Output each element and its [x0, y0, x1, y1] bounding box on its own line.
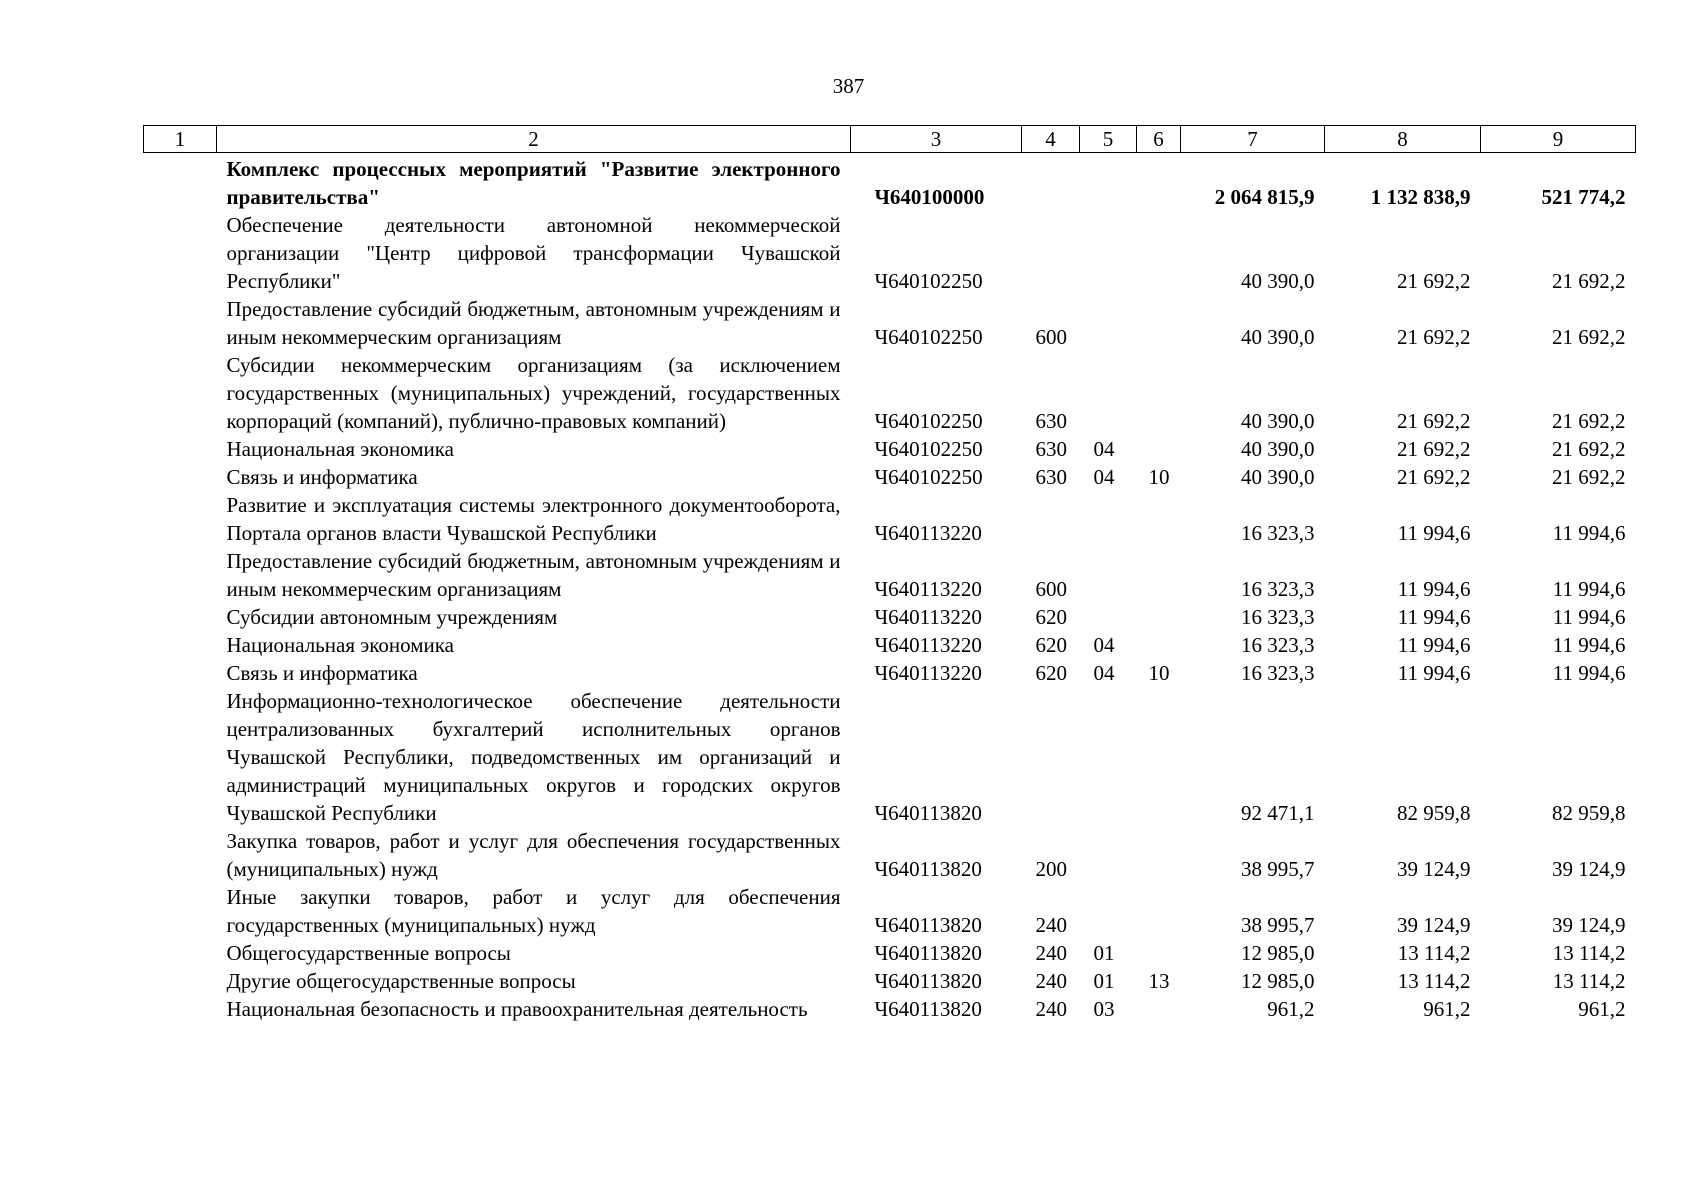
column-header-7: 7	[1181, 126, 1325, 153]
cell-amount-col7: 2 064 815,9	[1214, 185, 1315, 209]
table-row	[144, 153, 1636, 212]
cell-code: Ч640113820	[874, 997, 982, 1021]
cell-amount-col7: 961,2	[1267, 997, 1315, 1021]
cell-amount-col7: 16 323,3	[1241, 605, 1315, 629]
cell-amount-col9: 21 692,2	[1552, 409, 1626, 433]
table-row	[144, 995, 1636, 1023]
cell-expense-type: 630	[1035, 409, 1067, 433]
cell-col1	[144, 939, 217, 967]
cell-amount-col9: 11 994,6	[1552, 521, 1626, 545]
cell-amount-col9: 21 692,2	[1552, 325, 1626, 349]
cell-amount-col8: 82 959,8	[1397, 801, 1471, 825]
cell-amount-col7: 16 323,3	[1241, 661, 1315, 685]
cell-amount-col9: 11 994,6	[1552, 633, 1626, 657]
cell-section	[1080, 687, 1137, 827]
cell-expense-type: 600	[1035, 325, 1067, 349]
table-row	[144, 883, 1636, 939]
cell-name: Иные закупки товаров, работ и услуг для обеспечения государственных (муниципальных) нужд	[226, 885, 841, 937]
cell-name: Национальная экономика	[226, 437, 454, 461]
cell-amount-col8: 11 994,6	[1397, 605, 1471, 629]
cell-subsection	[1137, 211, 1181, 295]
cell-subsection	[1137, 883, 1181, 939]
cell-amount-col8: 11 994,6	[1397, 633, 1471, 657]
cell-amount-col9: 13 114,2	[1552, 941, 1626, 965]
cell-col1	[144, 967, 217, 995]
cell-amount-col8: 39 124,9	[1397, 913, 1471, 937]
cell-code: Ч640113220	[874, 661, 982, 685]
cell-code: Ч640100000	[874, 185, 985, 209]
column-header-9: 9	[1481, 126, 1636, 153]
cell-code: Ч640113220	[874, 633, 982, 657]
cell-expense-type	[1022, 211, 1080, 295]
cell-code: Ч640113820	[874, 857, 982, 881]
cell-amount-col9: 961,2	[1578, 997, 1626, 1021]
cell-name: Субсидии автономным учреждениям	[226, 605, 558, 629]
cell-code: Ч640102250	[874, 325, 983, 349]
cell-subsection: 10	[1148, 465, 1170, 489]
cell-expense-type	[1022, 491, 1080, 547]
cell-section: 03	[1093, 997, 1115, 1021]
cell-subsection	[1137, 153, 1181, 212]
cell-expense-type: 240	[1035, 941, 1067, 965]
cell-name: Обеспечение деятельности автономной некоммерческой организации "Центр цифровой трансформации Чувашской Республики"	[226, 213, 841, 293]
cell-amount-col7: 12 985,0	[1241, 941, 1315, 965]
cell-amount-col7: 40 390,0	[1241, 409, 1315, 433]
cell-amount-col8: 11 994,6	[1397, 521, 1471, 545]
cell-expense-type: 620	[1035, 633, 1067, 657]
cell-name: Общегосударственные вопросы	[226, 941, 511, 965]
cell-amount-col7: 16 323,3	[1241, 633, 1315, 657]
cell-col1	[144, 351, 217, 435]
cell-amount-col8: 13 114,2	[1397, 969, 1471, 993]
cell-col1	[144, 827, 217, 883]
cell-col1	[144, 435, 217, 463]
cell-col1	[144, 687, 217, 827]
table-row	[144, 295, 1636, 351]
cell-name: Закупка товаров, работ и услуг для обеспечения государственных (муниципальных) нужд	[226, 829, 841, 881]
cell-code: Ч640102250	[874, 409, 983, 433]
cell-expense-type	[1022, 153, 1080, 212]
table-row	[144, 463, 1636, 491]
table-row	[144, 631, 1636, 659]
table-row	[144, 211, 1636, 295]
cell-name: Национальная безопасность и правоохранительная деятельность	[226, 997, 808, 1021]
cell-col1	[144, 631, 217, 659]
table-row	[144, 687, 1636, 827]
cell-amount-col9: 21 692,2	[1552, 465, 1626, 489]
cell-col1	[144, 547, 217, 603]
cell-subsection	[1137, 827, 1181, 883]
cell-section	[1080, 211, 1137, 295]
cell-amount-col9: 39 124,9	[1552, 857, 1626, 881]
cell-section: 04	[1093, 437, 1115, 461]
cell-amount-col8: 39 124,9	[1397, 857, 1471, 881]
cell-name: Связь и информатика	[226, 661, 418, 685]
cell-subsection	[1137, 435, 1181, 463]
cell-code: Ч640102250	[874, 269, 983, 293]
table-row	[144, 659, 1636, 687]
table-row	[144, 491, 1636, 547]
cell-col1	[144, 995, 217, 1023]
cell-amount-col9: 39 124,9	[1552, 913, 1626, 937]
cell-section	[1080, 603, 1137, 631]
cell-expense-type: 600	[1035, 577, 1067, 601]
cell-subsection	[1137, 687, 1181, 827]
cell-col1	[144, 463, 217, 491]
cell-amount-col7: 40 390,0	[1241, 325, 1315, 349]
table-row	[144, 435, 1636, 463]
cell-subsection	[1137, 603, 1181, 631]
cell-name: Субсидии некоммерческим организациям (за исключением государственных (муниципальных) учреждений, государственных корпораций (компаний), публично-правовых компаний)	[226, 353, 841, 433]
cell-amount-col8: 21 692,2	[1397, 437, 1471, 461]
cell-col1	[144, 153, 217, 212]
cell-name: Другие общегосударственные вопросы	[226, 969, 576, 993]
cell-amount-col7: 40 390,0	[1241, 269, 1315, 293]
cell-section	[1080, 827, 1137, 883]
cell-name: Предоставление субсидий бюджетным, автономным учреждениям и иным некоммерческим организациям	[226, 549, 841, 601]
cell-section: 04	[1093, 661, 1115, 685]
cell-expense-type: 630	[1035, 437, 1067, 461]
cell-section: 04	[1093, 465, 1115, 489]
cell-subsection: 13	[1148, 969, 1170, 993]
cell-amount-col8: 11 994,6	[1397, 577, 1471, 601]
column-header-1: 1	[144, 126, 217, 153]
cell-amount-col9: 21 692,2	[1552, 437, 1626, 461]
cell-amount-col9: 21 692,2	[1552, 269, 1626, 293]
cell-expense-type	[1022, 687, 1080, 827]
table-row	[144, 547, 1636, 603]
cell-expense-type: 200	[1035, 857, 1067, 881]
cell-col1	[144, 211, 217, 295]
cell-amount-col8: 21 692,2	[1397, 269, 1471, 293]
cell-code: Ч640113820	[874, 913, 982, 937]
cell-amount-col7: 12 985,0	[1241, 969, 1315, 993]
cell-amount-col9: 11 994,6	[1552, 577, 1626, 601]
cell-section	[1080, 153, 1137, 212]
cell-col1	[144, 603, 217, 631]
cell-expense-type: 240	[1035, 913, 1067, 937]
table-body	[144, 153, 1636, 1024]
cell-amount-col8: 21 692,2	[1397, 465, 1471, 489]
cell-section	[1080, 491, 1137, 547]
cell-name: Предоставление субсидий бюджетным, автономным учреждениям и иным некоммерческим организациям	[226, 297, 841, 349]
cell-subsection: 10	[1148, 661, 1170, 685]
cell-subsection	[1137, 939, 1181, 967]
cell-subsection	[1137, 295, 1181, 351]
cell-name: Национальная экономика	[226, 633, 454, 657]
cell-col1	[144, 659, 217, 687]
cell-amount-col9: 521 774,2	[1541, 185, 1626, 209]
cell-amount-col7: 16 323,3	[1241, 521, 1315, 545]
cell-subsection	[1137, 631, 1181, 659]
cell-code: Ч640113220	[874, 577, 982, 601]
cell-name: Связь и информатика	[226, 465, 418, 489]
cell-amount-col7: 38 995,7	[1241, 857, 1315, 881]
cell-amount-col8: 961,2	[1423, 997, 1471, 1021]
table-row	[144, 603, 1636, 631]
cell-amount-col7: 40 390,0	[1241, 465, 1315, 489]
cell-name: Информационно-технологическое обеспечение деятельности централизованных бухгалтерий исполнительных органов Чувашской Республики, подведомственных им организаций и администраций муниципальных округов и городских округов Чувашской Республики	[226, 689, 841, 825]
column-header-4: 4	[1022, 126, 1080, 153]
header-row	[144, 126, 1636, 153]
cell-amount-col7: 38 995,7	[1241, 913, 1315, 937]
cell-expense-type: 240	[1035, 969, 1067, 993]
cell-col1	[144, 883, 217, 939]
table-row	[144, 827, 1636, 883]
cell-expense-type: 620	[1035, 661, 1067, 685]
cell-expense-type: 620	[1035, 605, 1067, 629]
cell-name: Развитие и эксплуатация системы электронного документооборота, Портала органов власти Чувашской Республики	[226, 493, 841, 545]
column-header-6: 6	[1137, 126, 1181, 153]
cell-amount-col8: 11 994,6	[1397, 661, 1471, 685]
column-header-2: 2	[217, 126, 851, 153]
cell-code: Ч640102250	[874, 465, 983, 489]
column-header-3: 3	[851, 126, 1022, 153]
cell-subsection	[1137, 547, 1181, 603]
cell-expense-type: 630	[1035, 465, 1067, 489]
cell-section	[1080, 351, 1137, 435]
cell-amount-col9: 11 994,6	[1552, 605, 1626, 629]
cell-expense-type: 240	[1035, 997, 1067, 1021]
cell-amount-col9: 11 994,6	[1552, 661, 1626, 685]
cell-amount-col8: 1 132 838,9	[1370, 185, 1471, 209]
budget-table	[143, 125, 1636, 1023]
cell-amount-col7: 16 323,3	[1241, 577, 1315, 601]
cell-code: Ч640113820	[874, 969, 982, 993]
cell-section: 04	[1093, 633, 1115, 657]
table-header	[144, 126, 1636, 153]
cell-section	[1080, 295, 1137, 351]
table-row	[144, 967, 1636, 995]
cell-subsection	[1137, 351, 1181, 435]
column-header-5: 5	[1080, 126, 1137, 153]
cell-section	[1080, 547, 1137, 603]
cell-section: 01	[1093, 969, 1115, 993]
cell-subsection	[1137, 995, 1181, 1023]
cell-code: Ч640113220	[874, 605, 982, 629]
cell-subsection	[1137, 491, 1181, 547]
page-number: 387	[832, 74, 865, 98]
cell-amount-col9: 82 959,8	[1552, 801, 1626, 825]
cell-section	[1080, 883, 1137, 939]
cell-amount-col8: 21 692,2	[1397, 325, 1471, 349]
column-header-8: 8	[1325, 126, 1481, 153]
cell-code: Ч640113820	[874, 941, 982, 965]
cell-code: Ч640102250	[874, 437, 983, 461]
cell-amount-col8: 13 114,2	[1397, 941, 1471, 965]
cell-amount-col7: 92 471,1	[1241, 801, 1315, 825]
cell-code: Ч640113820	[874, 801, 982, 825]
table-row	[144, 351, 1636, 435]
cell-amount-col8: 21 692,2	[1397, 409, 1471, 433]
cell-code: Ч640113220	[874, 521, 982, 545]
cell-amount-col7: 40 390,0	[1241, 437, 1315, 461]
cell-amount-col9: 13 114,2	[1552, 969, 1626, 993]
cell-section: 01	[1093, 941, 1115, 965]
cell-name: Комплекс процессных мероприятий "Развитие электронного правительства"	[226, 157, 841, 209]
table-row	[144, 939, 1636, 967]
cell-col1	[144, 295, 217, 351]
cell-col1	[144, 491, 217, 547]
